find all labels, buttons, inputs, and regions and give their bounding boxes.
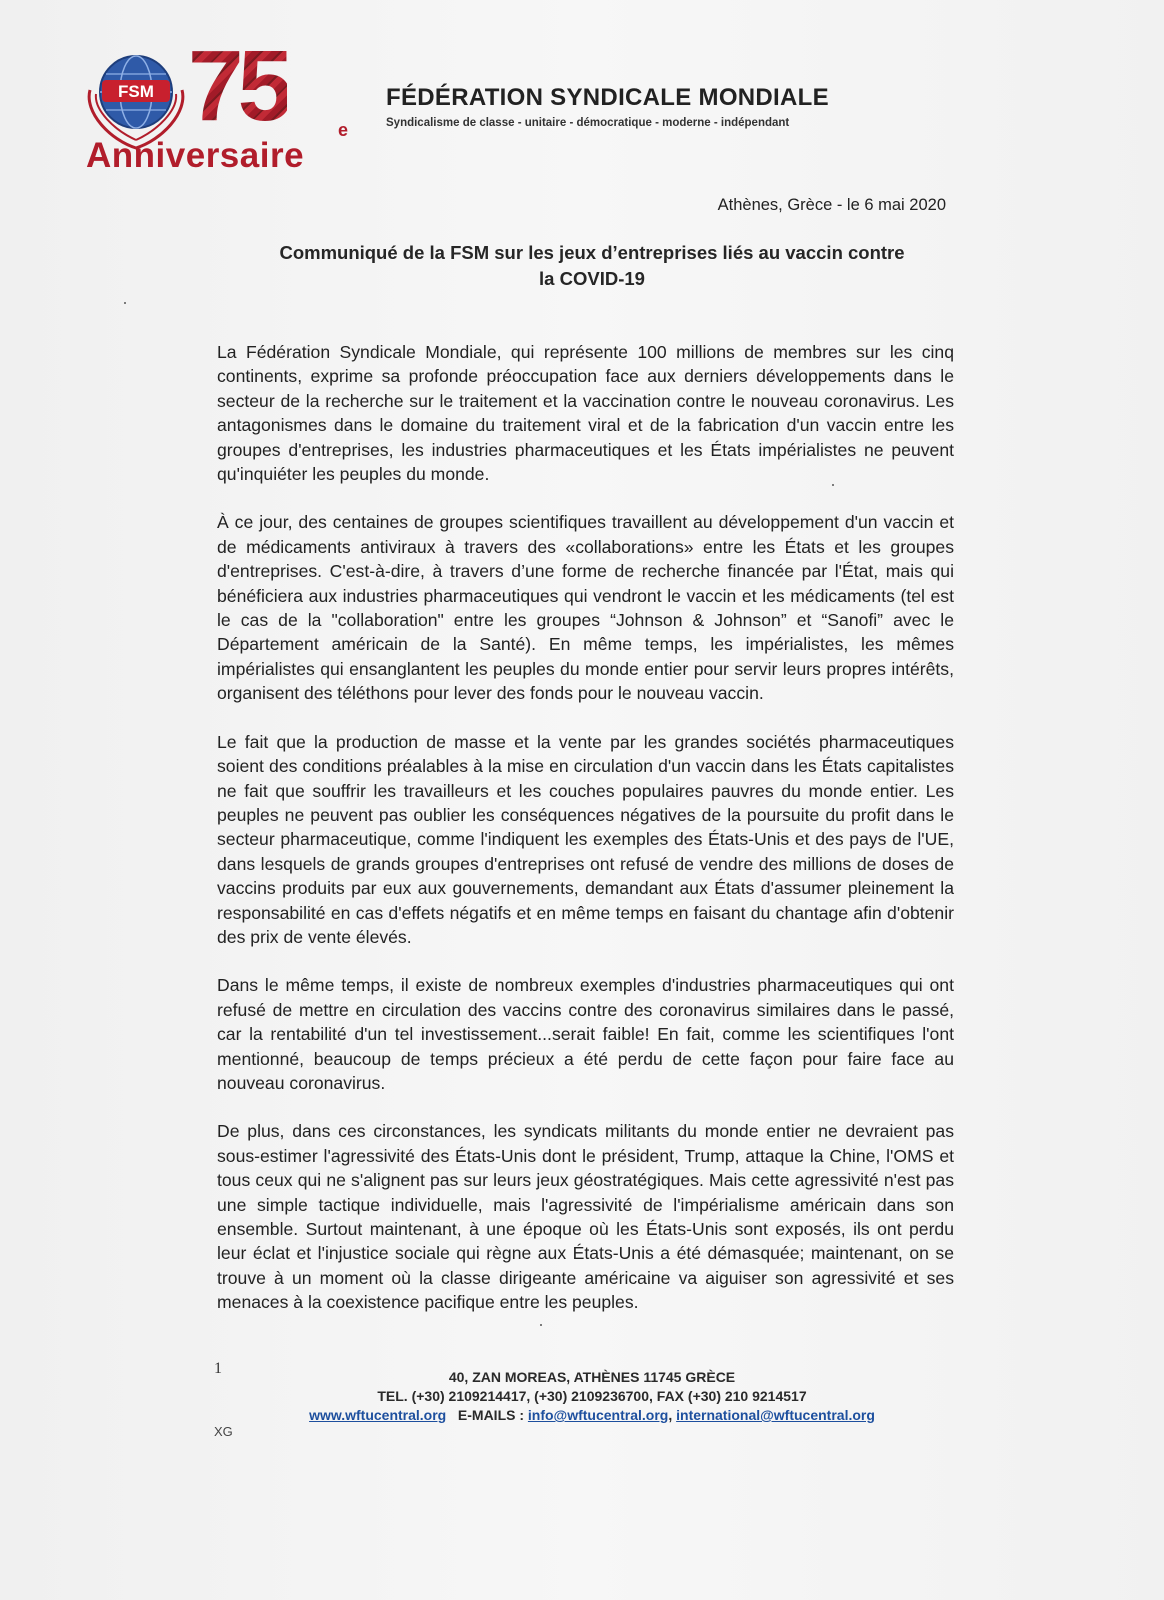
email-link-international[interactable]: international@wftucentral.org	[676, 1407, 875, 1423]
scan-speck	[124, 302, 126, 304]
paragraph: À ce jour, des centaines de groupes scientifiques travaillent au développement d'un vaccin et de médicaments antiviraux à travers des «collaborations» entre les États et les groupes d'entreprises. C'est-à-dire, à travers d’une forme de recherche financée par l'État, mais qui bénéficiera aux industries pharmaceutiques qui vendront le vaccin et les médicaments (tel est le cas de la "collaboration" entre les groupes “Johnson & Johnson” et “Sanofi” avec le Département américain de la Santé). En même temps, les impérialistes, les mêmes impérialistes qui ensanglantent les peuples du monde entier pour servir leurs propres intérêts, organisent des téléthons pour lever des fonds pour le nouveau vaccin.	[217, 512, 954, 704]
document-title	[190, 240, 994, 292]
website-link[interactable]: www.wftucentral.org	[309, 1407, 447, 1423]
paragraph: La Fédération Syndicale Mondiale, qui représente 100 millions de membres sur les cinq continents, exprime sa profonde préoccupation face aux derniers développements dans le secteur de la recherche sur le traitement et la vaccination contre le nouveau coronavirus. Les antagonismes dans le domaine du traitement viral et de la fabrication d'un vaccin entre les groupes d'entreprises, les industries pharmaceutiques et les États impérialistes ne peuvent qu'inquiéter les peuples du monde.	[217, 342, 954, 485]
logo-suffix: e	[338, 120, 349, 140]
logo-anniversary-text: Anniversaire	[86, 136, 305, 175]
email-separator: ,	[668, 1407, 673, 1423]
organization-tagline: Syndicalisme de classe - unitaire - démocratique - moderne - indépendant	[386, 117, 790, 129]
footer-address: 40, ZAN MOREAS, ATHÈNES 11745 GRÈCE	[448, 1369, 736, 1385]
globe-hands-icon	[80, 50, 198, 150]
emails-label: E-MAILS :	[457, 1407, 525, 1423]
page-number: 1	[214, 1360, 222, 1377]
paragraph: Dans le même temps, il existe de nombreux exemples d'industries pharmaceutiques qui ont refusé de mettre en circulation des vaccins contre des coronavirus similaires dans le passé, car la rentabilité d'un tel investissement...serait faible! En fait, comme les scientifiques l'ont mentionné, beaucoup de temps précieux a été perdu de cette façon pour faire face au nouveau coronavirus.	[217, 975, 954, 1093]
title-line-2: la COVID-19	[539, 268, 645, 289]
logo-emblem-text: FSM	[118, 82, 154, 101]
anniversary-logo	[80, 30, 370, 180]
logo-number: 75	[188, 30, 288, 142]
date-line: Athènes, Grèce - le 6 mai 2020	[717, 196, 946, 214]
email-link-info[interactable]: info@wftucentral.org	[527, 1407, 669, 1423]
organization-name: FÉDÉRATION SYNDICALE MONDIALE	[386, 84, 829, 111]
author-initials: XG	[214, 1424, 233, 1439]
footer-phones: TEL. (+30) 2109214417, (+30) 2109236700, FAX (+30) 210 9214517	[377, 1388, 807, 1404]
scan-speck	[832, 484, 834, 486]
scan-speck	[540, 1324, 542, 1326]
title-line-1: Communiqué de la FSM sur les jeux d’entreprises liés au vaccin contre	[279, 242, 905, 263]
paragraph: Le fait que la production de masse et la vente par les grandes sociétés pharmaceutiques soient des conditions préalables à la mise en circulation d'un vaccin dans les États capitalistes ne fait que souffrir les travailleurs et les couches populaires pauvres du monde entier. Les peuples ne peuvent pas oublier les conséquences négatives de la poursuite du profit dans le secteur pharmaceutique, comme l'indiquent les exemples des États-Unis et des pays de l'UE, dans lesquels de grands groupes d'entreprises ont refusé de vendre des millions de doses de vaccins produits par eux aux gouvernements, demandant aux États d'assumer pleinement la responsabilité en cas d'effets négatifs et en même temps en faisant du chantage afin d'obtenir des prix de vente élevés.	[217, 731, 954, 947]
document-body	[217, 340, 954, 1339]
paragraph: De plus, dans ces circonstances, les syndicats militants du monde entier ne devraient pas sous-estimer l'agressivité des États-Unis dont le président, Trump, attaque la Chine, l'OMS et tous ceux qui ne s'alignent pas sur leurs jeux géostratégiques. Mais cette agressivité n'est pas une simple tactique individuelle, mais l'agressivité de l'impérialisme américain dans son ensemble. Surtout maintenant, à une époque où les États-Unis sont exposés, ils ont perdu leur éclat et l'injustice sociale qui règne aux États-Unis a été démasquée; maintenant, on se trouve à un moment où la classe dirigeante américaine va aiguiser son agressivité et ses menaces à la coexistence pacifique entre les peuples.	[217, 1121, 954, 1313]
footer-contact	[190, 1368, 994, 1425]
footer-links-line	[190, 1406, 994, 1425]
